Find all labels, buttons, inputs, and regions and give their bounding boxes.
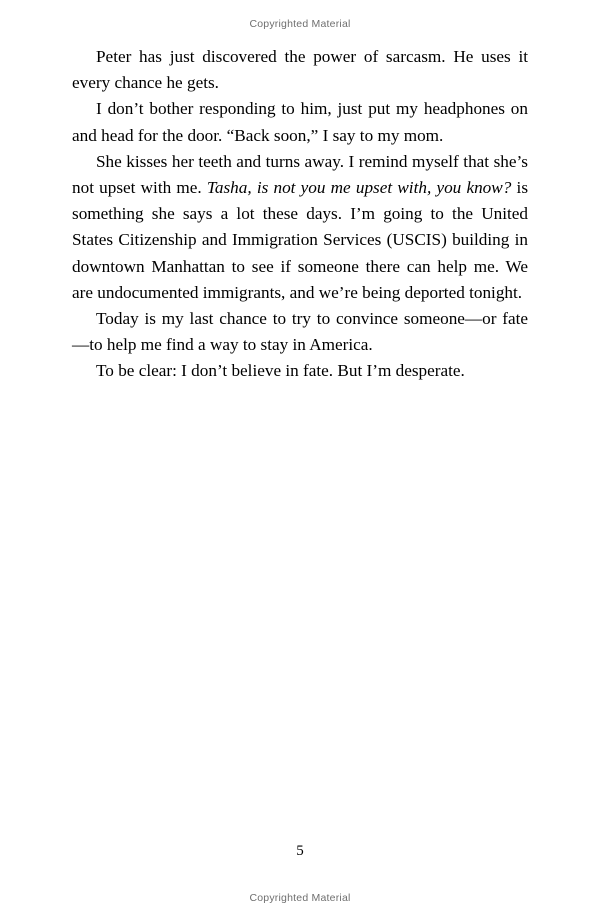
body-text: [72, 44, 528, 385]
page-number: 5: [296, 843, 304, 859]
paragraph: Peter has just discovered the power of sarcasm. He uses it every chance he gets.: [72, 47, 528, 93]
copyright-watermark-top: Copyrighted Material: [249, 18, 351, 30]
copyright-watermark-bottom: Copyrighted Material: [249, 892, 351, 904]
italic-run: Tasha, is not you me upset with, you know?: [206, 178, 512, 198]
paragraph: Today is my last chance to try to convince someone—or fate—to help me find a way to stay in America.: [72, 309, 528, 355]
paragraph: I don’t bother responding to him, just put my headphones on and head for the door. “Back soon,” I say to my mom.: [72, 99, 528, 145]
paragraph: To be clear: I don’t believe in fate. But I’m desperate.: [96, 361, 465, 381]
paragraph: She kisses her teeth and turns away. I remind myself that she’s not upset with me. Tasha, is not you me upset with, you know? is something she says a lot these days. I’m going to the United States Citizenship and Immigration Services (USCIS) building in downtown Manhattan to see if someone there can help me. We are undocumented immigrants, and we’re being deported tonight.: [72, 151, 529, 302]
